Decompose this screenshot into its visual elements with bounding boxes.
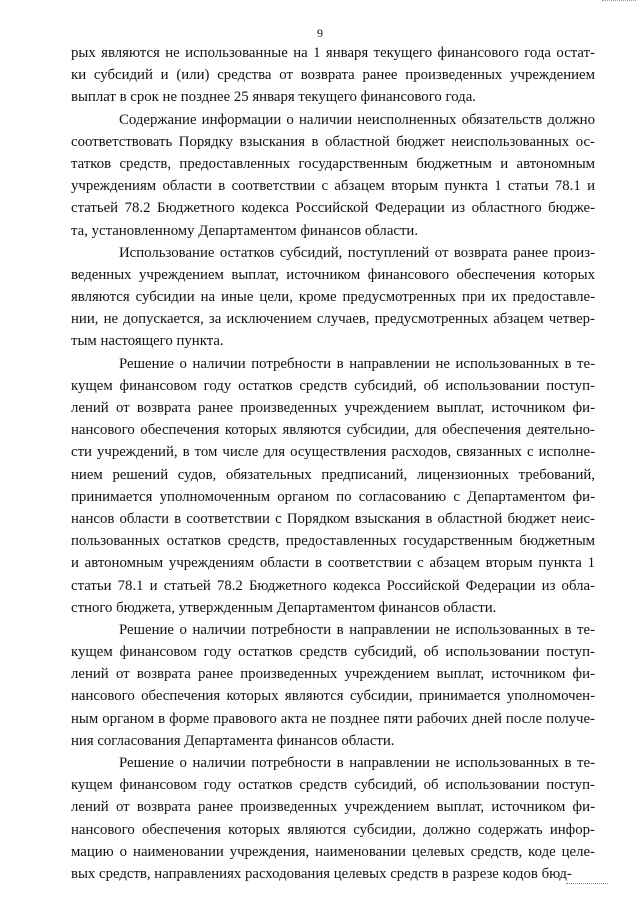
text-line: ки субсидий и (или) средства от возврата ранее произведенных учреждением [71,67,595,84]
text-line: вых средств, направлениях расходования целевых средств в разрезе кодов бюд- [71,865,572,882]
text-line: пользованных остатков средств, предоставленных государственным бюджетным [71,533,595,550]
text-line: Использование остатков субсидий, поступлений от возврата ранее произ- [119,244,595,261]
text-line: лений от возврата ранее произведенных учреждением выплат, источником фи- [71,400,595,416]
text-line: нансового обеспечения которых являются субсидии, принимается уполномочен- [71,688,595,705]
text-line: тым настоящего пункта. [71,333,224,350]
scan-footer-mark [566,883,608,886]
text-line: лений от возврата ранее произведенных учреждением выплат, источником фи- [71,799,595,816]
text-line: статьи 78.1 и статьей 78.2 Бюджетного кодекса Российской Федерации из обла- [71,577,595,594]
text-line: нансового обеспечения которых являются субсидии, для обеспечения деятельно- [71,422,595,439]
text-line: нансов области в соответствии с Порядком взыскания в областной бюджет неис- [71,510,595,527]
text-line: нии, не допускается, за исключением случаев, предусмотренных абзацем четвер- [71,311,595,328]
paragraph [71,42,595,109]
text-line: Решение о наличии потребности в направлении не использованных в те- [119,755,595,771]
text-line: стного бюджета, утвержденным Департаментом финансов области. [71,599,497,616]
paragraph [71,619,595,752]
text-line: лений от возврата ранее произведенных учреждением выплат, источником фи- [71,666,595,683]
text-line: Содержание информации о наличии неисполненных обязательств должно [119,111,595,128]
text-line: учреждениям области в соответствии с абзацем вторым пункта 1 статьи 78.1 и [71,178,595,195]
text-line: кущем финансовом году остатков средств субсидий, об использовании поступ- [71,777,595,794]
text-line: ным органом в форме правового акта не позднее пяти рабочих дней после получе- [71,710,595,727]
document-body [71,42,595,885]
text-line: та, установленному Департаментом финансов области. [71,222,419,239]
text-line: являются субсидии на иные цели, кроме предусмотренных при их предоставле- [71,289,595,306]
text-line: статьей 78.2 Бюджетного кодекса Российской Федерации из областного бюдже- [71,200,595,217]
text-line: татков средств, предоставленных государственным бюджетным и автономным [71,155,595,172]
scan-corner-mark [602,0,636,3]
text-line: веденных учреждением выплат, источником финансового обеспечения которых [71,266,595,283]
text-line: кущем финансовом году остатков средств субсидий, об использовании поступ- [71,644,595,661]
text-line: рых являются не использованные на 1 января текущего финансового года остат- [71,45,595,61]
text-line: мацию о наименовании учреждения, наименовании целевых средств, коде целе- [71,843,595,860]
text-line: выплат в срок не позднее 25 января текущего финансового года. [71,89,476,106]
text-line: нием решений судов, обязательных предписаний, лицензионных требований, [71,466,595,483]
paragraph [71,242,595,353]
page-number: 9 [317,26,323,40]
text-line: сти учреждений, в том числе для осуществления расходов, связанных с исполне- [71,444,595,461]
text-line: соответствовать Порядку взыскания в областной бюджет неиспользованных ос- [71,133,595,150]
text-line: нансового обеспечения которых являются субсидии, должно содержать инфор- [71,821,595,838]
text-line: ния согласования Департамента финансов области. [71,732,395,749]
text-line: Решение о наличии потребности в направлении не использованных в те- [119,621,595,638]
text-line: принимается уполномоченным органом по согласованию с Департаментом фи- [71,488,595,505]
text-line: кущем финансовом году остатков средств субсидий, об использовании поступ- [71,377,595,394]
text-line: и автономным учреждениям области в соответствии с абзацем вторым пункта 1 [71,555,595,572]
text-line: Решение о наличии потребности в направлении не использованных в те- [119,355,595,372]
paragraph [71,109,595,242]
paragraph [71,353,595,619]
paragraph [71,752,595,885]
